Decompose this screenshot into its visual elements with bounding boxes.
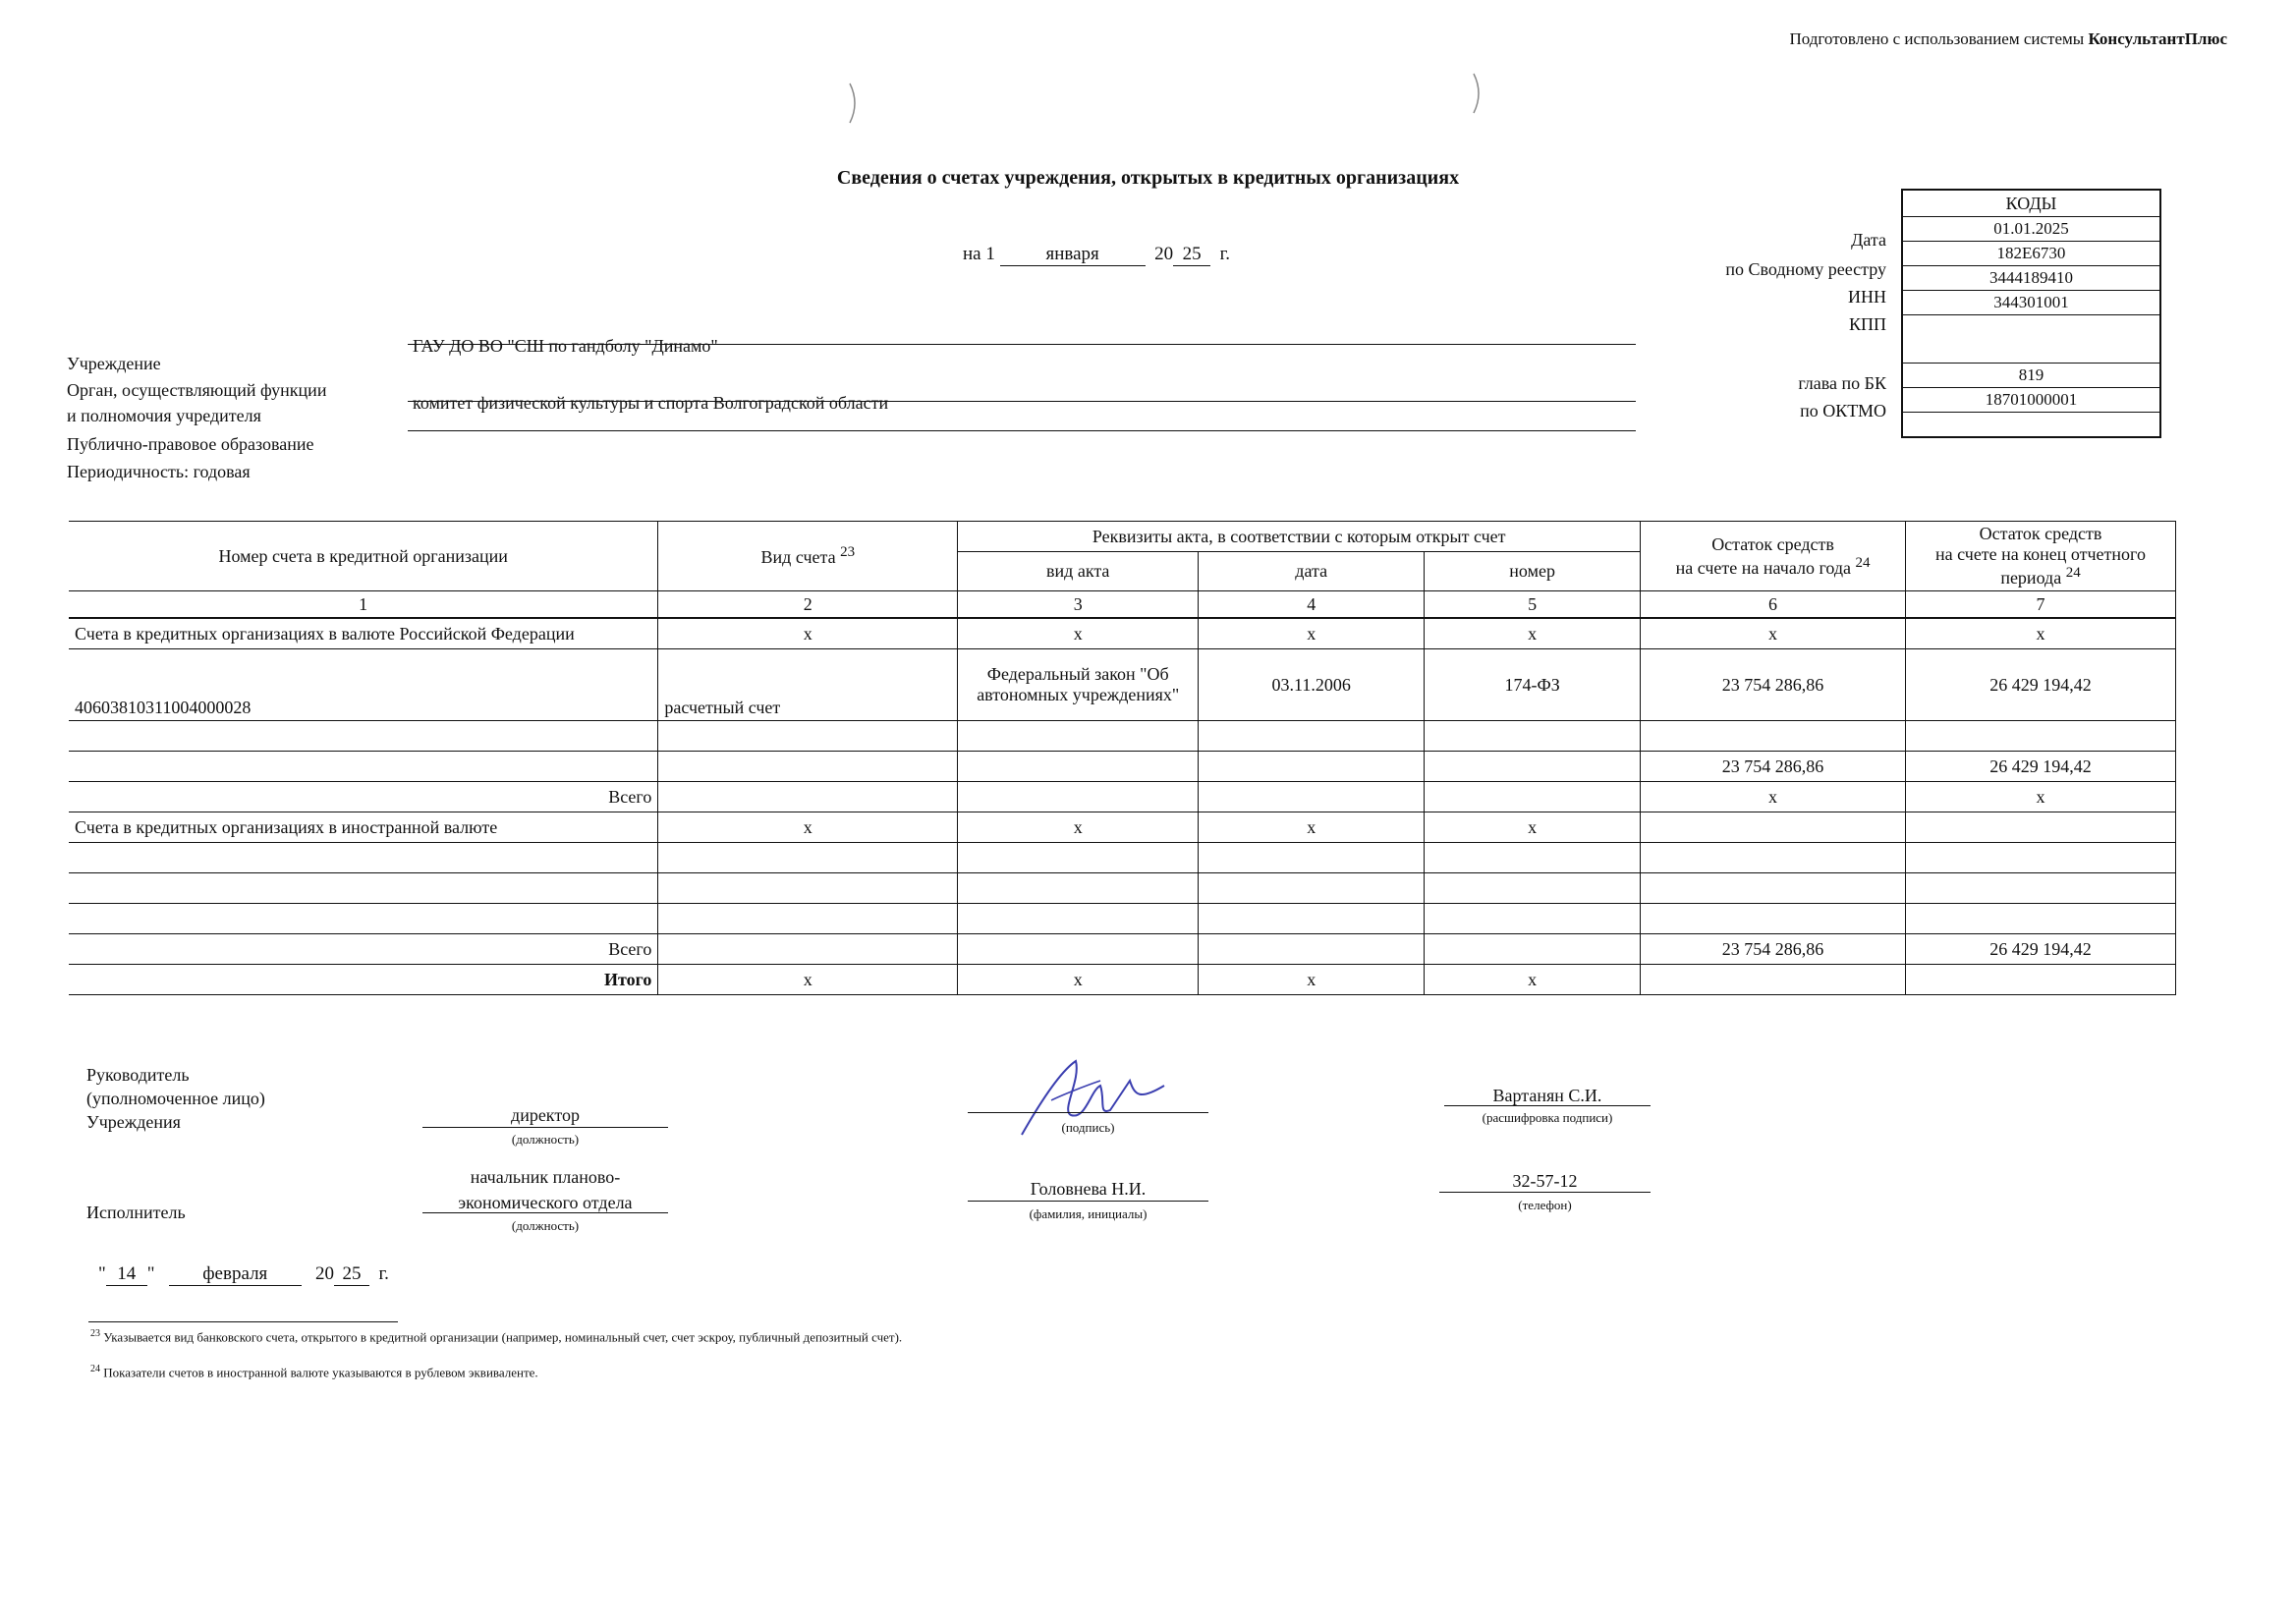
cell-x: х [1199, 812, 1425, 843]
col-num-4: 4 [1199, 591, 1425, 619]
empty-row [69, 843, 2176, 873]
founder-underline [408, 401, 1636, 402]
act-number: 174-ФЗ [1425, 649, 1641, 721]
header-note-prefix: Подготовлено с использованием системы [1789, 29, 2085, 48]
cell-x: х [658, 965, 958, 995]
section-rub-row [69, 618, 2176, 649]
head-label-line3: Учреждения [86, 1112, 181, 1132]
subtotal-rub-row [69, 782, 2176, 812]
executor-name-line [968, 1201, 1208, 1202]
cell-x: х [1425, 618, 1641, 649]
header-note [1789, 29, 2227, 49]
header-act-date: дата [1199, 552, 1425, 591]
cell-x: х [1906, 618, 2176, 649]
code-bk: 819 [1902, 364, 2160, 388]
executor-name-caption: (фамилия, инициалы) [1029, 1206, 1148, 1221]
header-act-number: номер [1425, 552, 1641, 591]
grand-total-row [69, 965, 2176, 995]
founder-value: комитет физической культуры и спорта Волгоградской области [413, 393, 889, 413]
footnote-23-text: Указывается вид банковского счета, открытого в кредитной организации (например, номинальный счет, счет эскроу, публичный депозитный счет). [103, 1329, 903, 1345]
public-entity-label: Публично-правовое образование [67, 434, 314, 454]
code-oktmo: 18701000001 [1902, 388, 2160, 413]
header-note-brand: КонсультантПлюс [2088, 29, 2227, 48]
section-rub-label: Счета в кредитных организациях в валюте Российской Федерации [69, 618, 658, 649]
periodicity-label: Периодичность: годовая [67, 462, 251, 481]
head-position-caption: (должность) [511, 1132, 580, 1147]
header-balance-end-sup: 24 [2065, 565, 2081, 581]
cell-x: х [1425, 965, 1641, 995]
executor-position-line1: начальник планово- [470, 1167, 621, 1187]
total-foreign-label: Всего [69, 934, 658, 965]
header-balance-end-1: Остаток средств [1979, 524, 2102, 543]
col-num-7: 7 [1906, 591, 2176, 619]
col-num-3: 3 [958, 591, 1199, 619]
sign-year-suffix: 25 [334, 1263, 369, 1286]
codes-label-date: Дата [1851, 230, 1886, 250]
header-act-type: вид акта [958, 552, 1199, 591]
codes-table [1901, 189, 2161, 438]
code-empty-2 [1902, 413, 2160, 438]
col-num-2: 2 [658, 591, 958, 619]
grand-total-label: Итого [69, 965, 658, 995]
report-year-suffix: 25 [1173, 244, 1210, 266]
cell-x: х [1641, 782, 1906, 812]
institution-underline [408, 344, 1636, 345]
sign-month: февраля [169, 1263, 302, 1286]
executor-position-caption: (должность) [511, 1218, 580, 1233]
cell-x: х [958, 618, 1199, 649]
act-type-line2: автономных учреждениях" [977, 685, 1180, 704]
act-type-line1: Федеральный закон "Об [986, 664, 1169, 684]
footnote-23 [90, 1328, 902, 1345]
header-balance-start-2: на счете на начало года [1675, 557, 1852, 578]
document-title: Сведения о счетах учреждения, открытых в кредитных организациях [836, 167, 1460, 189]
header-account-number: Номер счета в кредитной организации [69, 522, 658, 591]
subtotal-rub-start: 23 754 286,86 [1641, 752, 1906, 782]
subtotal-rub-end: 26 429 194,42 [1906, 752, 2176, 782]
header-balance-start [1641, 522, 1906, 591]
cell-x: х [958, 965, 1199, 995]
accounts-table [69, 521, 2176, 995]
col-num-1: 1 [69, 591, 658, 619]
report-date-line [963, 244, 1230, 266]
cell-x: х [1641, 618, 1906, 649]
footnote-23-num: 23 [90, 1328, 100, 1339]
col-num-5: 5 [1425, 591, 1641, 619]
executor-label: Исполнитель [86, 1203, 186, 1222]
executor-name: Головнева Н.И. [1030, 1179, 1147, 1199]
head-name: Вартанян С.И. [1492, 1086, 1602, 1105]
account-number: 40603810311004000028 [69, 649, 658, 721]
header-balance-start-sup: 24 [1855, 554, 1871, 571]
report-date-suffix: г. [1219, 244, 1231, 264]
total-foreign-row [69, 934, 2176, 965]
punch-mark-right [1469, 69, 1488, 118]
executor-position [422, 1164, 668, 1215]
codes-header: КОДЫ [1902, 190, 2160, 217]
code-date: 01.01.2025 [1902, 217, 2160, 242]
report-month: января [1000, 244, 1146, 266]
institution-value: ГАУ ДО ВО "СШ по гандболу "Динамо" [413, 336, 718, 356]
footnote-separator [88, 1321, 398, 1322]
account-type: расчетный счет [658, 649, 958, 721]
section-foreign-label: Счета в кредитных организациях в иностранной валюте [69, 812, 658, 843]
executor-phone: 32-57-12 [1512, 1171, 1578, 1191]
sign-day: 14 [106, 1263, 147, 1286]
cell-x: х [658, 618, 958, 649]
total-foreign-start: 23 754 286,86 [1641, 934, 1906, 965]
cell-x: х [1425, 812, 1641, 843]
executor-phone-caption: (телефон) [1518, 1198, 1572, 1212]
code-inn: 3444189410 [1902, 266, 2160, 291]
sign-year-prefix: 20 [315, 1263, 335, 1284]
institution-label: Учреждение [67, 354, 161, 373]
codes-label-oktmo: по ОКТМО [1800, 401, 1886, 420]
subtotal-rub-label: Всего [69, 782, 658, 812]
cell-x: х [1906, 782, 2176, 812]
empty-row [69, 904, 2176, 934]
founder-label-line1: Орган, осуществляющий функции [67, 380, 327, 400]
header-balance-start-1: Остаток средств [1711, 533, 1834, 554]
cell-x: х [958, 812, 1199, 843]
head-name-line [1444, 1105, 1651, 1106]
header-account-type-sup: 23 [840, 544, 856, 560]
head-label [86, 1063, 265, 1134]
codes-label-bk: глава по БК [1798, 373, 1886, 393]
act-type [958, 649, 1199, 721]
head-label-line2: (уполномоченное лицо) [86, 1089, 265, 1108]
subtotal-rub-pre-row [69, 752, 2176, 782]
account-balance-end: 26 429 194,42 [1906, 649, 2176, 721]
header-balance-end-3: периода [2000, 568, 2062, 588]
date-prefix: на 1 [963, 244, 995, 264]
head-name-caption: (расшифровка подписи) [1482, 1110, 1613, 1125]
header-balance-end-2: на счете на конец отчетного [1935, 544, 2146, 564]
code-kpp: 344301001 [1902, 291, 2160, 315]
head-position-line [422, 1127, 668, 1128]
cell-x: х [658, 812, 958, 843]
header-account-type [658, 522, 958, 591]
codes-label-inn: ИНН [1848, 287, 1886, 307]
col-num-6: 6 [1641, 591, 1906, 619]
header-act-requisites: Реквизиты акта, в соответствии с которым открыт счет [958, 522, 1641, 552]
header-account-type-text: Вид счета [760, 547, 836, 567]
footnote-24 [90, 1364, 538, 1380]
public-entity-underline [408, 430, 1636, 431]
signature-caption: (подпись) [1061, 1120, 1115, 1135]
codes-label-kpp: КПП [1848, 314, 1886, 334]
header-balance-end [1906, 522, 2176, 591]
executor-phone-line [1439, 1192, 1651, 1193]
punch-mark-left [845, 79, 865, 128]
code-empty [1902, 315, 2160, 364]
executor-position-line2: экономического отдела [458, 1193, 633, 1212]
account-balance-start: 23 754 286,86 [1641, 649, 1906, 721]
sign-date-suffix: г. [378, 1263, 389, 1284]
footnote-24-text: Показатели счетов в иностранной валюте указываются в рублевом эквиваленте. [103, 1365, 538, 1380]
account-row [69, 649, 2176, 721]
code-registry: 182Е6730 [1902, 242, 2160, 266]
empty-row [69, 873, 2176, 904]
empty-row [69, 721, 2176, 752]
head-signature-line [968, 1112, 1208, 1113]
column-numbers-row [69, 591, 2176, 619]
sign-date: " 14 " февраля 20 25 г. [98, 1263, 389, 1284]
section-foreign-row [69, 812, 2176, 843]
cell-x: х [1199, 618, 1425, 649]
act-date: 03.11.2006 [1199, 649, 1425, 721]
cell-x: х [1199, 965, 1425, 995]
founder-label-line2: и полномочия учредителя [67, 406, 261, 425]
total-foreign-end: 26 429 194,42 [1906, 934, 2176, 965]
footnote-24-num: 24 [90, 1364, 100, 1374]
report-year-prefix: 20 [1154, 244, 1174, 264]
head-label-line1: Руководитель [86, 1065, 190, 1085]
head-position: директор [511, 1105, 580, 1125]
codes-label-registry: по Сводному реестру [1725, 259, 1886, 279]
executor-position-line [422, 1212, 668, 1213]
